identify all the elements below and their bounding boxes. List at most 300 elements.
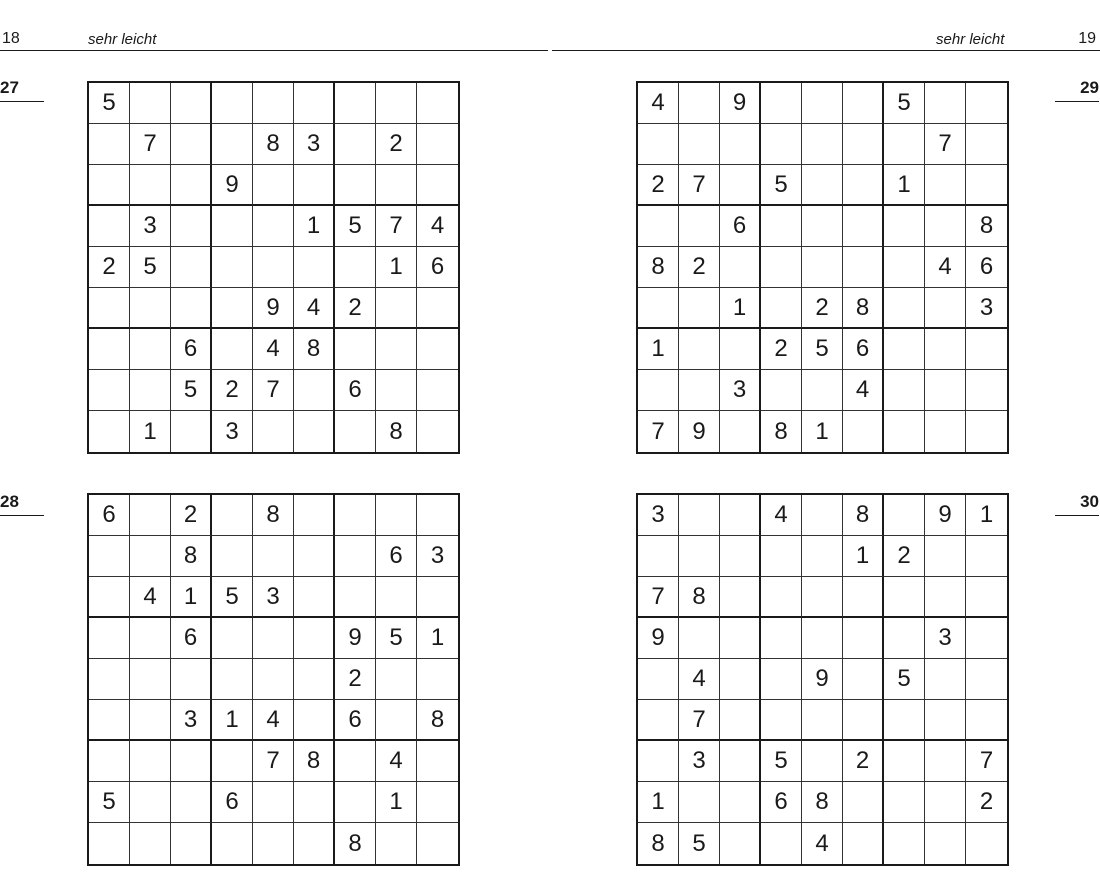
sudoku-cell: 4	[679, 659, 720, 700]
page-title-left: sehr leicht	[88, 31, 157, 48]
sudoku-cell	[761, 659, 802, 700]
sudoku-cell	[89, 741, 130, 782]
sudoku-cell	[925, 83, 966, 124]
sudoku-cell: 9	[212, 165, 253, 206]
sudoku-cell	[925, 370, 966, 411]
sudoku-cell	[294, 83, 335, 124]
sudoku-cell	[679, 536, 720, 577]
sudoku-cell	[212, 618, 253, 659]
sudoku-cell	[720, 659, 761, 700]
sudoku-cell	[761, 823, 802, 864]
sudoku-cell: 1	[130, 411, 171, 452]
sudoku-cell	[212, 329, 253, 370]
sudoku-cell	[89, 165, 130, 206]
sudoku-cell: 1	[638, 782, 679, 823]
sudoku-cell	[417, 823, 458, 864]
sudoku-cell: 1	[417, 618, 458, 659]
sudoku-cell	[294, 247, 335, 288]
sudoku-cell	[720, 618, 761, 659]
sudoku-cell	[843, 411, 884, 452]
sudoku-cell	[925, 536, 966, 577]
sudoku-cell: 6	[212, 782, 253, 823]
sudoku-cell	[802, 536, 843, 577]
sudoku-cell	[89, 536, 130, 577]
sudoku-cell: 6	[761, 782, 802, 823]
sudoku-cell	[376, 329, 417, 370]
sudoku-cell	[884, 411, 925, 452]
sudoku-cell: 5	[884, 83, 925, 124]
sudoku-cell: 3	[130, 206, 171, 247]
sudoku-cell	[843, 618, 884, 659]
sudoku-cell	[884, 823, 925, 864]
sudoku-cell	[802, 124, 843, 165]
sudoku-cell	[843, 165, 884, 206]
sudoku-cell	[417, 782, 458, 823]
sudoku-cell	[171, 288, 212, 329]
sudoku-cell: 8	[253, 495, 294, 536]
sudoku-grid-28	[87, 493, 460, 866]
sudoku-cell	[925, 782, 966, 823]
sudoku-cell	[925, 165, 966, 206]
sudoku-cell	[761, 700, 802, 741]
sudoku-cell: 6	[89, 495, 130, 536]
sudoku-cell	[679, 124, 720, 165]
sudoku-cell: 9	[802, 659, 843, 700]
sudoku-cell: 2	[884, 536, 925, 577]
sudoku-cell	[376, 83, 417, 124]
sudoku-cell	[171, 206, 212, 247]
sudoku-cell	[89, 659, 130, 700]
sudoku-cell	[761, 618, 802, 659]
sudoku-cell	[294, 495, 335, 536]
sudoku-cell	[130, 329, 171, 370]
sudoku-cell: 8	[761, 411, 802, 452]
sudoku-cell	[720, 329, 761, 370]
sudoku-cell	[171, 165, 212, 206]
sudoku-cell: 2	[638, 165, 679, 206]
puzzle-number-28: 28	[0, 492, 44, 516]
sudoku-cell	[171, 124, 212, 165]
sudoku-cell	[843, 124, 884, 165]
sudoku-cell: 8	[294, 329, 335, 370]
sudoku-cell	[638, 659, 679, 700]
sudoku-cell	[335, 495, 376, 536]
sudoku-cell: 7	[253, 741, 294, 782]
sudoku-grid-30	[636, 493, 1009, 866]
sudoku-cell	[638, 124, 679, 165]
sudoku-cell	[925, 329, 966, 370]
sudoku-cell	[966, 411, 1007, 452]
sudoku-cell	[761, 288, 802, 329]
sudoku-cell	[376, 700, 417, 741]
sudoku-cell	[212, 536, 253, 577]
sudoku-cell: 5	[212, 577, 253, 618]
sudoku-cell: 5	[335, 206, 376, 247]
sudoku-cell	[171, 247, 212, 288]
sudoku-cell	[925, 288, 966, 329]
sudoku-cell: 3	[679, 741, 720, 782]
sudoku-cell	[966, 536, 1007, 577]
sudoku-cell	[212, 659, 253, 700]
sudoku-cell	[212, 247, 253, 288]
sudoku-cell	[884, 618, 925, 659]
sudoku-cell	[679, 329, 720, 370]
sudoku-cell	[720, 782, 761, 823]
sudoku-cell	[843, 782, 884, 823]
sudoku-cell: 3	[417, 536, 458, 577]
sudoku-cell	[335, 536, 376, 577]
sudoku-cell: 3	[294, 124, 335, 165]
sudoku-cell: 8	[638, 823, 679, 864]
sudoku-cell	[130, 782, 171, 823]
sudoku-cell	[966, 823, 1007, 864]
sudoku-cell: 1	[638, 329, 679, 370]
sudoku-cell	[294, 700, 335, 741]
sudoku-cell: 9	[638, 618, 679, 659]
sudoku-cell: 1	[376, 247, 417, 288]
sudoku-cell: 1	[802, 411, 843, 452]
sudoku-cell: 3	[720, 370, 761, 411]
sudoku-cell	[720, 577, 761, 618]
sudoku-cell: 5	[761, 741, 802, 782]
sudoku-cell	[376, 659, 417, 700]
sudoku-cell: 8	[335, 823, 376, 864]
sudoku-cell: 5	[171, 370, 212, 411]
sudoku-cell	[720, 536, 761, 577]
sudoku-cell: 2	[89, 247, 130, 288]
sudoku-cell: 5	[761, 165, 802, 206]
sudoku-cell: 2	[335, 288, 376, 329]
sudoku-cell: 8	[294, 741, 335, 782]
sudoku-cell: 4	[638, 83, 679, 124]
sudoku-cell	[417, 370, 458, 411]
sudoku-cell: 6	[335, 370, 376, 411]
sudoku-cell: 7	[638, 411, 679, 452]
sudoku-cell	[253, 536, 294, 577]
sudoku-cell: 7	[130, 124, 171, 165]
sudoku-cell	[294, 165, 335, 206]
sudoku-cell: 6	[335, 700, 376, 741]
sudoku-cell	[376, 495, 417, 536]
sudoku-cell: 9	[720, 83, 761, 124]
sudoku-cell	[638, 536, 679, 577]
sudoku-cell	[761, 577, 802, 618]
sudoku-cell: 7	[679, 165, 720, 206]
sudoku-cell: 6	[171, 618, 212, 659]
sudoku-cell: 4	[376, 741, 417, 782]
sudoku-cell	[253, 411, 294, 452]
sudoku-cell	[679, 206, 720, 247]
sudoku-cell	[171, 741, 212, 782]
sudoku-cell	[679, 618, 720, 659]
sudoku-cell: 4	[802, 823, 843, 864]
sudoku-cell: 5	[679, 823, 720, 864]
sudoku-cell	[253, 618, 294, 659]
sudoku-cell	[417, 329, 458, 370]
sudoku-cell	[679, 83, 720, 124]
sudoku-cell	[884, 782, 925, 823]
sudoku-cell	[761, 124, 802, 165]
sudoku-cell	[253, 823, 294, 864]
sudoku-cell	[376, 823, 417, 864]
sudoku-cell: 3	[212, 411, 253, 452]
sudoku-cell: 6	[417, 247, 458, 288]
sudoku-cell	[130, 618, 171, 659]
sudoku-cell: 3	[925, 618, 966, 659]
sudoku-cell	[843, 577, 884, 618]
sudoku-cell	[89, 288, 130, 329]
sudoku-cell	[417, 124, 458, 165]
sudoku-grid-29	[636, 81, 1009, 454]
sudoku-cell	[638, 288, 679, 329]
header-rule-right	[552, 50, 1100, 51]
puzzle-number-29: 29	[1055, 78, 1099, 102]
sudoku-cell: 8	[417, 700, 458, 741]
sudoku-cell	[89, 618, 130, 659]
sudoku-cell: 9	[925, 495, 966, 536]
sudoku-cell: 2	[761, 329, 802, 370]
sudoku-cell: 1	[294, 206, 335, 247]
sudoku-cell	[925, 700, 966, 741]
sudoku-cell: 2	[802, 288, 843, 329]
sudoku-cell: 5	[802, 329, 843, 370]
sudoku-cell	[294, 618, 335, 659]
sudoku-cell: 2	[335, 659, 376, 700]
sudoku-cell	[171, 782, 212, 823]
sudoku-cell: 1	[843, 536, 884, 577]
sudoku-cell	[802, 618, 843, 659]
sudoku-cell	[294, 536, 335, 577]
sudoku-cell	[294, 411, 335, 452]
sudoku-cell	[294, 782, 335, 823]
sudoku-cell	[130, 165, 171, 206]
sudoku-cell: 2	[171, 495, 212, 536]
sudoku-cell: 7	[966, 741, 1007, 782]
sudoku-cell	[966, 618, 1007, 659]
sudoku-cell	[679, 782, 720, 823]
sudoku-cell	[253, 247, 294, 288]
sudoku-cell: 1	[966, 495, 1007, 536]
sudoku-cell: 4	[294, 288, 335, 329]
sudoku-cell	[171, 83, 212, 124]
header-rule-left	[0, 50, 548, 51]
sudoku-cell: 2	[212, 370, 253, 411]
sudoku-cell: 7	[253, 370, 294, 411]
sudoku-cell	[925, 577, 966, 618]
sudoku-cell	[761, 83, 802, 124]
sudoku-cell	[89, 329, 130, 370]
sudoku-cell	[966, 329, 1007, 370]
sudoku-cell	[335, 124, 376, 165]
sudoku-cell: 2	[966, 782, 1007, 823]
sudoku-cell	[171, 411, 212, 452]
sudoku-cell	[925, 659, 966, 700]
puzzle-number-27: 27	[0, 78, 44, 102]
sudoku-cell	[171, 823, 212, 864]
sudoku-cell: 8	[171, 536, 212, 577]
sudoku-cell	[679, 370, 720, 411]
sudoku-cell	[720, 247, 761, 288]
sudoku-cell	[89, 370, 130, 411]
sudoku-cell	[212, 823, 253, 864]
sudoku-cell	[884, 288, 925, 329]
sudoku-cell	[966, 124, 1007, 165]
sudoku-cell	[417, 577, 458, 618]
sudoku-cell: 4	[761, 495, 802, 536]
sudoku-cell	[130, 370, 171, 411]
sudoku-cell	[884, 329, 925, 370]
sudoku-cell: 5	[130, 247, 171, 288]
sudoku-cell	[212, 495, 253, 536]
sudoku-cell	[802, 741, 843, 782]
sudoku-cell	[335, 741, 376, 782]
sudoku-cell	[884, 577, 925, 618]
sudoku-cell	[171, 659, 212, 700]
sudoku-cell	[720, 700, 761, 741]
sudoku-cell	[417, 741, 458, 782]
sudoku-cell	[925, 741, 966, 782]
sudoku-cell	[253, 206, 294, 247]
sudoku-cell	[212, 288, 253, 329]
sudoku-cell	[417, 411, 458, 452]
sudoku-cell	[843, 700, 884, 741]
puzzle-number-30: 30	[1055, 492, 1099, 516]
sudoku-cell	[884, 495, 925, 536]
sudoku-cell	[335, 329, 376, 370]
sudoku-cell: 7	[679, 700, 720, 741]
sudoku-cell	[802, 495, 843, 536]
sudoku-cell	[966, 165, 1007, 206]
sudoku-cell	[843, 206, 884, 247]
sudoku-grid-27	[87, 81, 460, 454]
sudoku-cell	[802, 83, 843, 124]
sudoku-cell	[802, 247, 843, 288]
sudoku-cell: 8	[679, 577, 720, 618]
sudoku-cell: 3	[638, 495, 679, 536]
sudoku-cell	[417, 659, 458, 700]
sudoku-cell	[130, 536, 171, 577]
sudoku-cell: 4	[417, 206, 458, 247]
sudoku-cell: 5	[884, 659, 925, 700]
sudoku-cell	[294, 659, 335, 700]
sudoku-cell: 9	[253, 288, 294, 329]
sudoku-cell: 8	[843, 495, 884, 536]
sudoku-cell	[720, 411, 761, 452]
sudoku-cell: 5	[89, 782, 130, 823]
page-number-left: 18	[2, 30, 20, 47]
sudoku-cell	[720, 124, 761, 165]
sudoku-cell	[335, 577, 376, 618]
sudoku-cell	[376, 165, 417, 206]
sudoku-cell	[89, 411, 130, 452]
sudoku-cell	[253, 83, 294, 124]
sudoku-cell	[884, 124, 925, 165]
sudoku-cell	[679, 495, 720, 536]
sudoku-cell	[925, 411, 966, 452]
sudoku-cell	[638, 370, 679, 411]
sudoku-cell: 4	[253, 700, 294, 741]
sudoku-cell	[335, 411, 376, 452]
sudoku-cell: 3	[253, 577, 294, 618]
sudoku-cell	[294, 823, 335, 864]
sudoku-cell	[966, 370, 1007, 411]
sudoku-cell: 7	[925, 124, 966, 165]
sudoku-cell	[843, 247, 884, 288]
sudoku-cell: 1	[376, 782, 417, 823]
sudoku-cell: 5	[89, 83, 130, 124]
sudoku-cell	[294, 577, 335, 618]
sudoku-cell	[802, 370, 843, 411]
sudoku-cell	[720, 741, 761, 782]
sudoku-cell	[761, 370, 802, 411]
sudoku-cell	[130, 288, 171, 329]
sudoku-cell: 6	[171, 329, 212, 370]
sudoku-cell: 4	[843, 370, 884, 411]
sudoku-cell: 8	[253, 124, 294, 165]
sudoku-cell	[89, 823, 130, 864]
sudoku-cell: 1	[884, 165, 925, 206]
sudoku-cell	[212, 206, 253, 247]
sudoku-cell: 1	[720, 288, 761, 329]
sudoku-cell	[376, 370, 417, 411]
sudoku-cell	[376, 288, 417, 329]
sudoku-cell	[335, 165, 376, 206]
page-number-right: 19	[1078, 30, 1096, 47]
sudoku-cell	[212, 741, 253, 782]
sudoku-cell	[966, 700, 1007, 741]
sudoku-cell	[417, 83, 458, 124]
sudoku-cell	[294, 370, 335, 411]
sudoku-cell	[966, 577, 1007, 618]
sudoku-cell	[679, 288, 720, 329]
sudoku-cell: 8	[376, 411, 417, 452]
sudoku-cell	[638, 741, 679, 782]
sudoku-cell	[417, 495, 458, 536]
sudoku-cell	[761, 536, 802, 577]
sudoku-cell: 9	[335, 618, 376, 659]
sudoku-cell: 4	[253, 329, 294, 370]
sudoku-cell	[417, 288, 458, 329]
sudoku-cell	[130, 83, 171, 124]
sudoku-cell	[966, 659, 1007, 700]
sudoku-cell	[253, 659, 294, 700]
sudoku-cell	[130, 495, 171, 536]
sudoku-cell	[884, 741, 925, 782]
sudoku-cell	[802, 206, 843, 247]
sudoku-cell: 7	[376, 206, 417, 247]
sudoku-cell: 8	[802, 782, 843, 823]
sudoku-cell	[843, 659, 884, 700]
sudoku-cell	[720, 495, 761, 536]
page-title-right: sehr leicht	[936, 31, 1005, 48]
sudoku-cell	[966, 83, 1007, 124]
sudoku-cell: 1	[212, 700, 253, 741]
sudoku-cell: 6	[376, 536, 417, 577]
sudoku-cell	[802, 165, 843, 206]
sudoku-cell: 3	[171, 700, 212, 741]
sudoku-cell: 6	[966, 247, 1007, 288]
sudoku-cell	[376, 577, 417, 618]
sudoku-cell: 3	[966, 288, 1007, 329]
sudoku-cell	[253, 782, 294, 823]
sudoku-cell	[212, 83, 253, 124]
sudoku-cell	[884, 700, 925, 741]
sudoku-cell	[130, 823, 171, 864]
sudoku-cell	[720, 165, 761, 206]
sudoku-cell	[335, 83, 376, 124]
sudoku-cell	[761, 206, 802, 247]
sudoku-cell	[884, 247, 925, 288]
